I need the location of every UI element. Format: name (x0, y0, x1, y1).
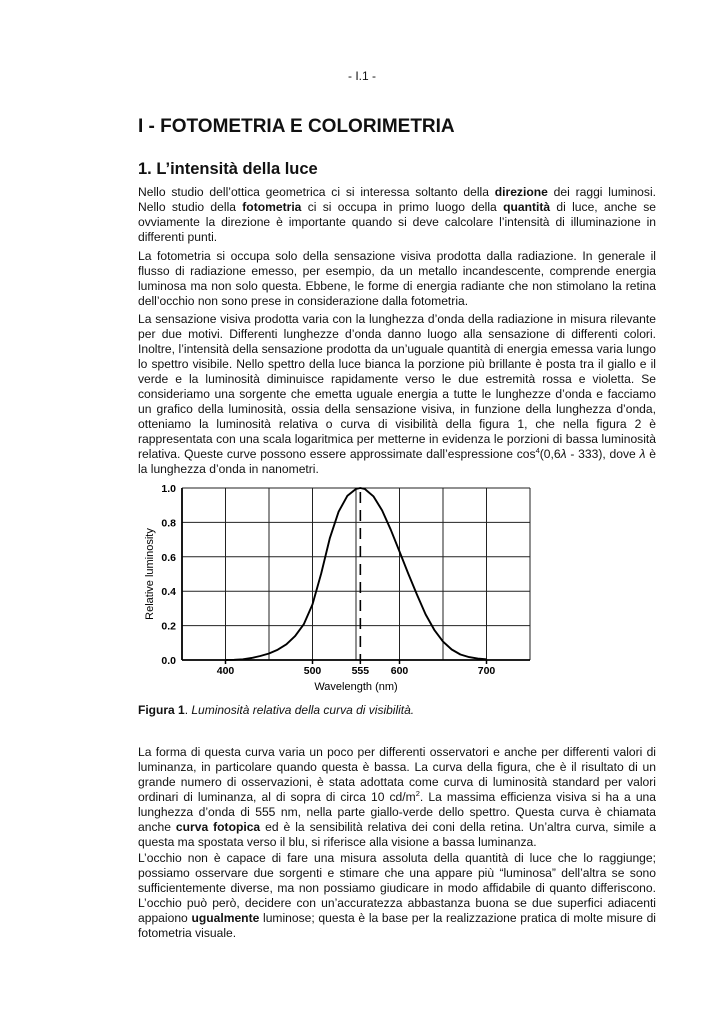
caption-sep: . (184, 703, 192, 717)
p1-text-1: Nello studio dell’ottica geometrica ci si interessa soltanto della (138, 185, 495, 199)
x-axis-label: Wavelength (nm) (314, 681, 398, 693)
y-tick-label: 0.4 (161, 586, 176, 599)
paragraph-4 (138, 745, 656, 850)
page-number: - I.1 - (347, 69, 376, 83)
p3-text-4: è la lunghezza d’onda in nanometri. (138, 447, 656, 476)
y-tick-label: 0.8 (161, 517, 176, 530)
p3-text-3: - 333), dove (566, 447, 640, 461)
y-tick-label: 0.6 (161, 551, 176, 564)
p3-sup: 4 (535, 445, 540, 455)
p4-text-3: ed è la sensibilità relativa dei coni della retina. Un’altra curva, simile a questa ma spostata verso il blu, si riferisce alla visione a bassa luminanza. (138, 820, 656, 849)
p1-text-3: ci si occupa in primo luogo della (301, 200, 504, 214)
x-tick-label: 400 (216, 665, 235, 677)
paragraph-1 (138, 185, 656, 245)
x-tick-label: 600 (390, 665, 409, 677)
y-tick-label: 0.0 (161, 655, 176, 667)
p4-text-2: . La massima efficienza visiva si ha a una lunghezza d’onda di 555 nm, nella parte giallo-verde dello spettro. Questa curva è chiamata anche (138, 790, 656, 834)
luminosity-chart (140, 474, 550, 694)
p3-lambda-2: λ (639, 447, 646, 461)
y-axis-label: Relative luminosity (144, 528, 156, 620)
p5-text-2: luminose; questa è la base per la realizzazione pratica di molte misure di fotometria visuale. (138, 911, 656, 940)
p2-text: La fotometria si occupa solo della sensazione visiva prodotta dalla radiazione. In generale il flusso di radiazione emesso, per esempio, da un metallo incandescente, comprende energia luminosa ma non solo questa. Ebbene, le forme di energia radiante che non stimolano la retina dell’occhio non sono prese in considerazione dalla fotometria. (138, 249, 656, 308)
p1-bold-fotometria: fotometria (242, 200, 302, 214)
x-tick-label: 500 (303, 665, 322, 677)
caption-label: Figura 1 (138, 703, 185, 717)
p4-text-1: La forma di questa curva varia un poco per differenti osservatori e anche per differenti valori di luminanza, in particolare quando questa è bassa. La curva della figura, che è il risultato di un grande numero di osservazioni, è stata adottata come curva di luminosità standard per valori ordinari di luminanza, al di sopra di circa 10 cd/m (138, 745, 656, 804)
p4-sup: 2 (415, 788, 420, 798)
chapter-title: I - FOTOMETRIA E COLORIMETRIA (138, 116, 455, 137)
p1-bold-direzione: direzione (494, 185, 548, 199)
paragraph-2 (138, 249, 656, 309)
p1-text-2: dei raggi luminosi. Nello studio della (138, 185, 656, 214)
p5-bold-ugualmente: ugualmente (191, 911, 260, 925)
p4-bold-curva-fotopica: curva fotopica (175, 820, 261, 834)
x-tick-label: 700 (477, 665, 496, 677)
x-tick-label: 555 (351, 665, 370, 677)
p1-bold-quantita: quantità (503, 200, 551, 214)
p3-lambda: λ (560, 447, 567, 461)
caption-text: Luminosità relativa della curva di visibilità. (191, 703, 415, 717)
p3-text-1: La sensazione visiva prodotta varia con la lunghezza d’onda della radiazione in misura rilevante per due motivi. Differenti lunghezze d’onda danno luogo alla sensazione di differenti colori. Inoltre, l’intensità della sensazione prodotta da un’uguale quantità di energia emessa varia lungo lo spettro visibile. Nello spettro della luce bianca la porzione più brillante è posta tra il giallo e il verde e la luminosità diminuisce rapidamente verso le due estremità rossa e violetta. Se consideriamo una sorgente che emetta uguale energia a tutte le lunghezze d’onda e facciamo un grafico della luminosità, ossia della sensazione visiva, in funzione della lunghezza d’onda, otteniamo la luminosità relativa o curva di visibilità della figura 1, che nella figura 2 è rappresentata con una scala logaritmica per metterne in evidenza le porzioni di bassa luminosità relativa. Queste curve possono essere approssimate dall’espressione cos (138, 312, 656, 461)
p1-text-4: di luce, anche se ovviamente la direzione è importante quando si deve calcolare l’intensità di illuminazione in differenti punti. (138, 200, 656, 244)
section-title: 1. L’intensità della luce (138, 160, 318, 178)
y-tick-label: 0.2 (161, 620, 176, 633)
figure-caption (138, 703, 414, 717)
paragraph-3 (138, 312, 656, 477)
p3-text-2: (0,6 (539, 447, 561, 461)
p5-text-1: L’occhio non è capace di fare una misura assoluta della quantità di luce che lo raggiunge; possiamo osservare due sorgenti e stimare che una appare più “luminosa” dell’altra se sono sufficientemente diverse, ma non possiamo giudicare in modo affidabile di quanto differiscono. L’occhio può però, decidere con un’accuratezza abbastanza buona se due superfici adiacenti appaiono (138, 851, 656, 925)
y-tick-label: 1.0 (161, 483, 176, 495)
paragraph-5 (138, 851, 656, 941)
